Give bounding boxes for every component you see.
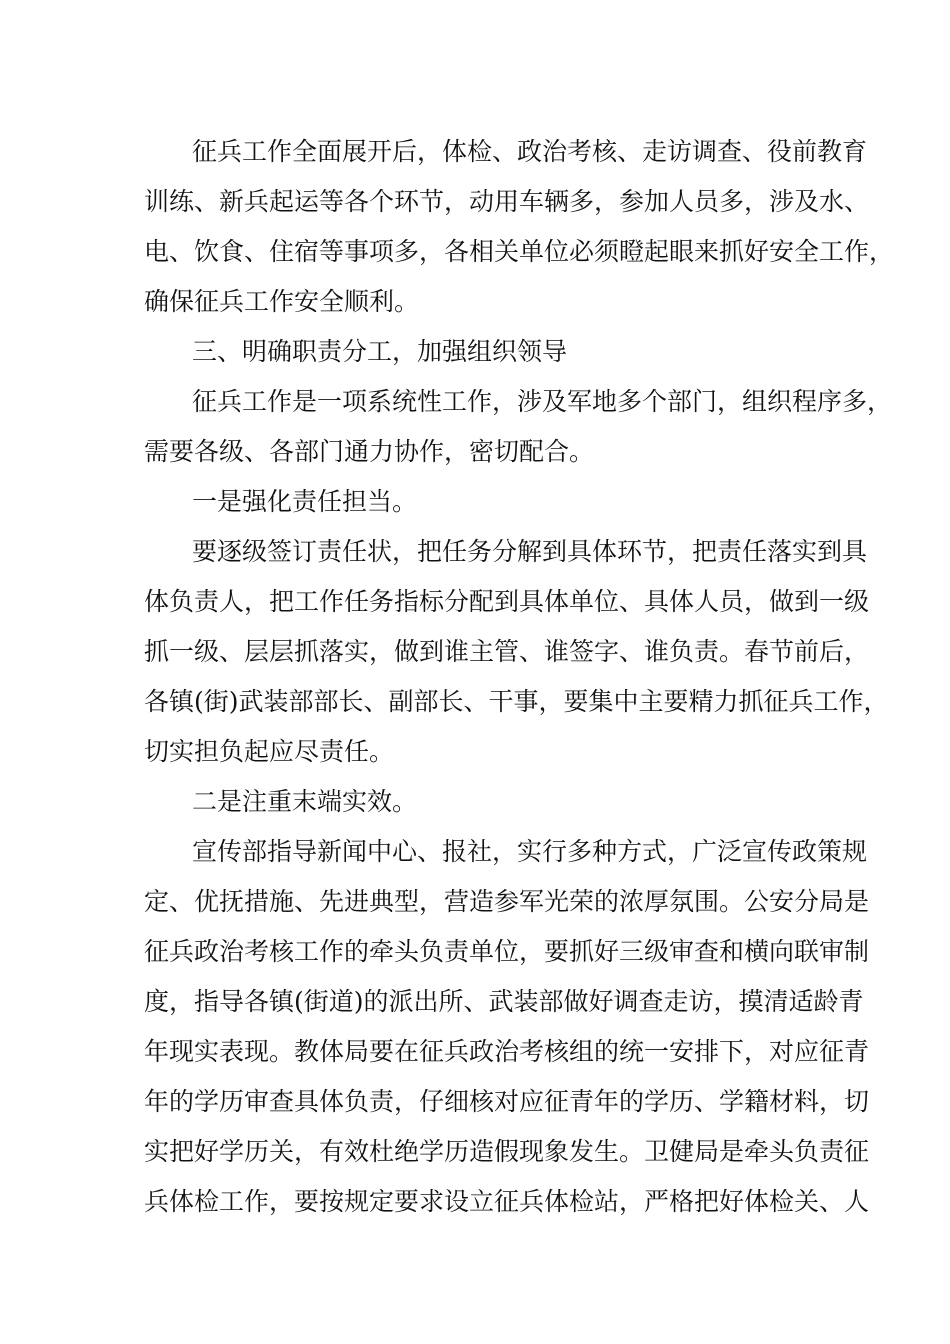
paragraph-line: 确保征兵工作安全顺利。 <box>144 287 420 316</box>
paragraph-line: 度，指导各镇(街道)的派出所、武装部做好调查走访，摸清适龄青 <box>144 987 864 1016</box>
paragraph-line: 训练、新兵起运等各个环节，动用车辆多，参加人员多，涉及水、 <box>144 187 870 216</box>
paragraph-line: 宣传部指导新闻中心、报社，实行多种方式，广泛宣传政策规 <box>192 837 868 866</box>
paragraph-line: 实把好学历关，有效杜绝学历造假现象发生。卫健局是牵头负责征 <box>144 1137 870 1166</box>
paragraph-line: 要逐级签订责任状，把任务分解到具体环节，把责任落实到具 <box>192 537 868 566</box>
paragraph-line: 兵体检工作，要按规定要求设立征兵体检站，严格把好体检关、人 <box>144 1187 870 1216</box>
paragraph-line: 体负责人，把工作任务指标分配到具体单位、具体人员，做到一级 <box>144 587 870 616</box>
paragraph-line: 年的学历审查具体负责，仔细核对应征青年的学历、学籍材料，切 <box>144 1087 870 1116</box>
paragraph-line: 征兵工作全面展开后，体检、政治考核、走访调查、役前教育 <box>192 137 868 166</box>
subheading: 一是强化责任担当。 <box>192 487 418 516</box>
paragraph-line: 切实担负起应尽责任。 <box>144 737 395 766</box>
paragraph-line: 年现实表现。教体局要在征兵政治考核组的统一安排下，对应征青 <box>144 1037 870 1066</box>
section-heading: 三、明确职责分工，加强组织领导 <box>192 337 568 366</box>
paragraph-line: 抓一级、层层抓落实，做到谁主管、谁签字、谁负责。春节前后， <box>144 637 870 666</box>
paragraph-line: 征兵政治考核工作的牵头负责单位，要抓好三级审查和横向联审制 <box>144 937 870 966</box>
paragraph-line: 各镇(街)武装部部长、副部长、干事，要集中主要精力抓征兵工作， <box>144 687 889 716</box>
paragraph-line: 需要各级、各部门通力协作，密切配合。 <box>144 437 595 466</box>
paragraph-line: 电、饮食、住宿等事项多，各相关单位必须瞪起眼来抓好安全工作， <box>144 237 895 266</box>
paragraph-line: 定、优抚措施、先进典型，营造参军光荣的浓厚氛围。公安分局是 <box>144 887 870 916</box>
paragraph-line: 征兵工作是一项系统性工作，涉及军地多个部门，组织程序多， <box>192 387 893 416</box>
subheading: 二是注重末端实效。 <box>192 787 418 816</box>
